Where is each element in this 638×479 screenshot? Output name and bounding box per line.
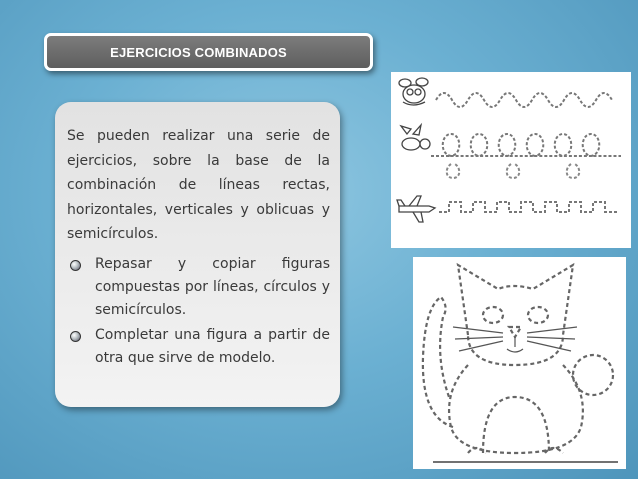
bullet-icon xyxy=(70,331,81,342)
tracing-worksheet-image xyxy=(391,72,631,248)
wavy-line xyxy=(436,93,612,107)
bullet-text: Repasar y copiar figuras compuestas por líneas, círculos y semicírculos. xyxy=(95,255,330,318)
bullet-text: Completar una figura a partir de otra que sirve de modelo. xyxy=(95,326,330,366)
bullet-item xyxy=(67,253,330,322)
bullet-list xyxy=(67,253,330,370)
square-wave-line xyxy=(439,202,619,212)
slide-title: EJERCICIOS COMBINADOS xyxy=(110,44,287,60)
bullet-item xyxy=(67,324,330,370)
cat-tail xyxy=(423,297,453,427)
butterfly-icon xyxy=(401,125,430,150)
cat-drawing-image xyxy=(413,257,626,469)
cat-head xyxy=(458,265,573,365)
slide-title-box xyxy=(44,33,373,71)
loop-line xyxy=(431,134,621,156)
whiskers xyxy=(453,327,577,352)
cat-body xyxy=(449,365,583,453)
bullet-icon xyxy=(70,260,81,271)
intro-paragraph: Se pueden realizar una serie de ejercicios, sobre la base de la combinación de líneas rectas, horizontales, verticales y oblicuas y semicírculos. xyxy=(67,128,330,243)
content-box xyxy=(55,102,340,407)
airplane-icon xyxy=(397,196,435,222)
fly-icon xyxy=(399,78,428,105)
